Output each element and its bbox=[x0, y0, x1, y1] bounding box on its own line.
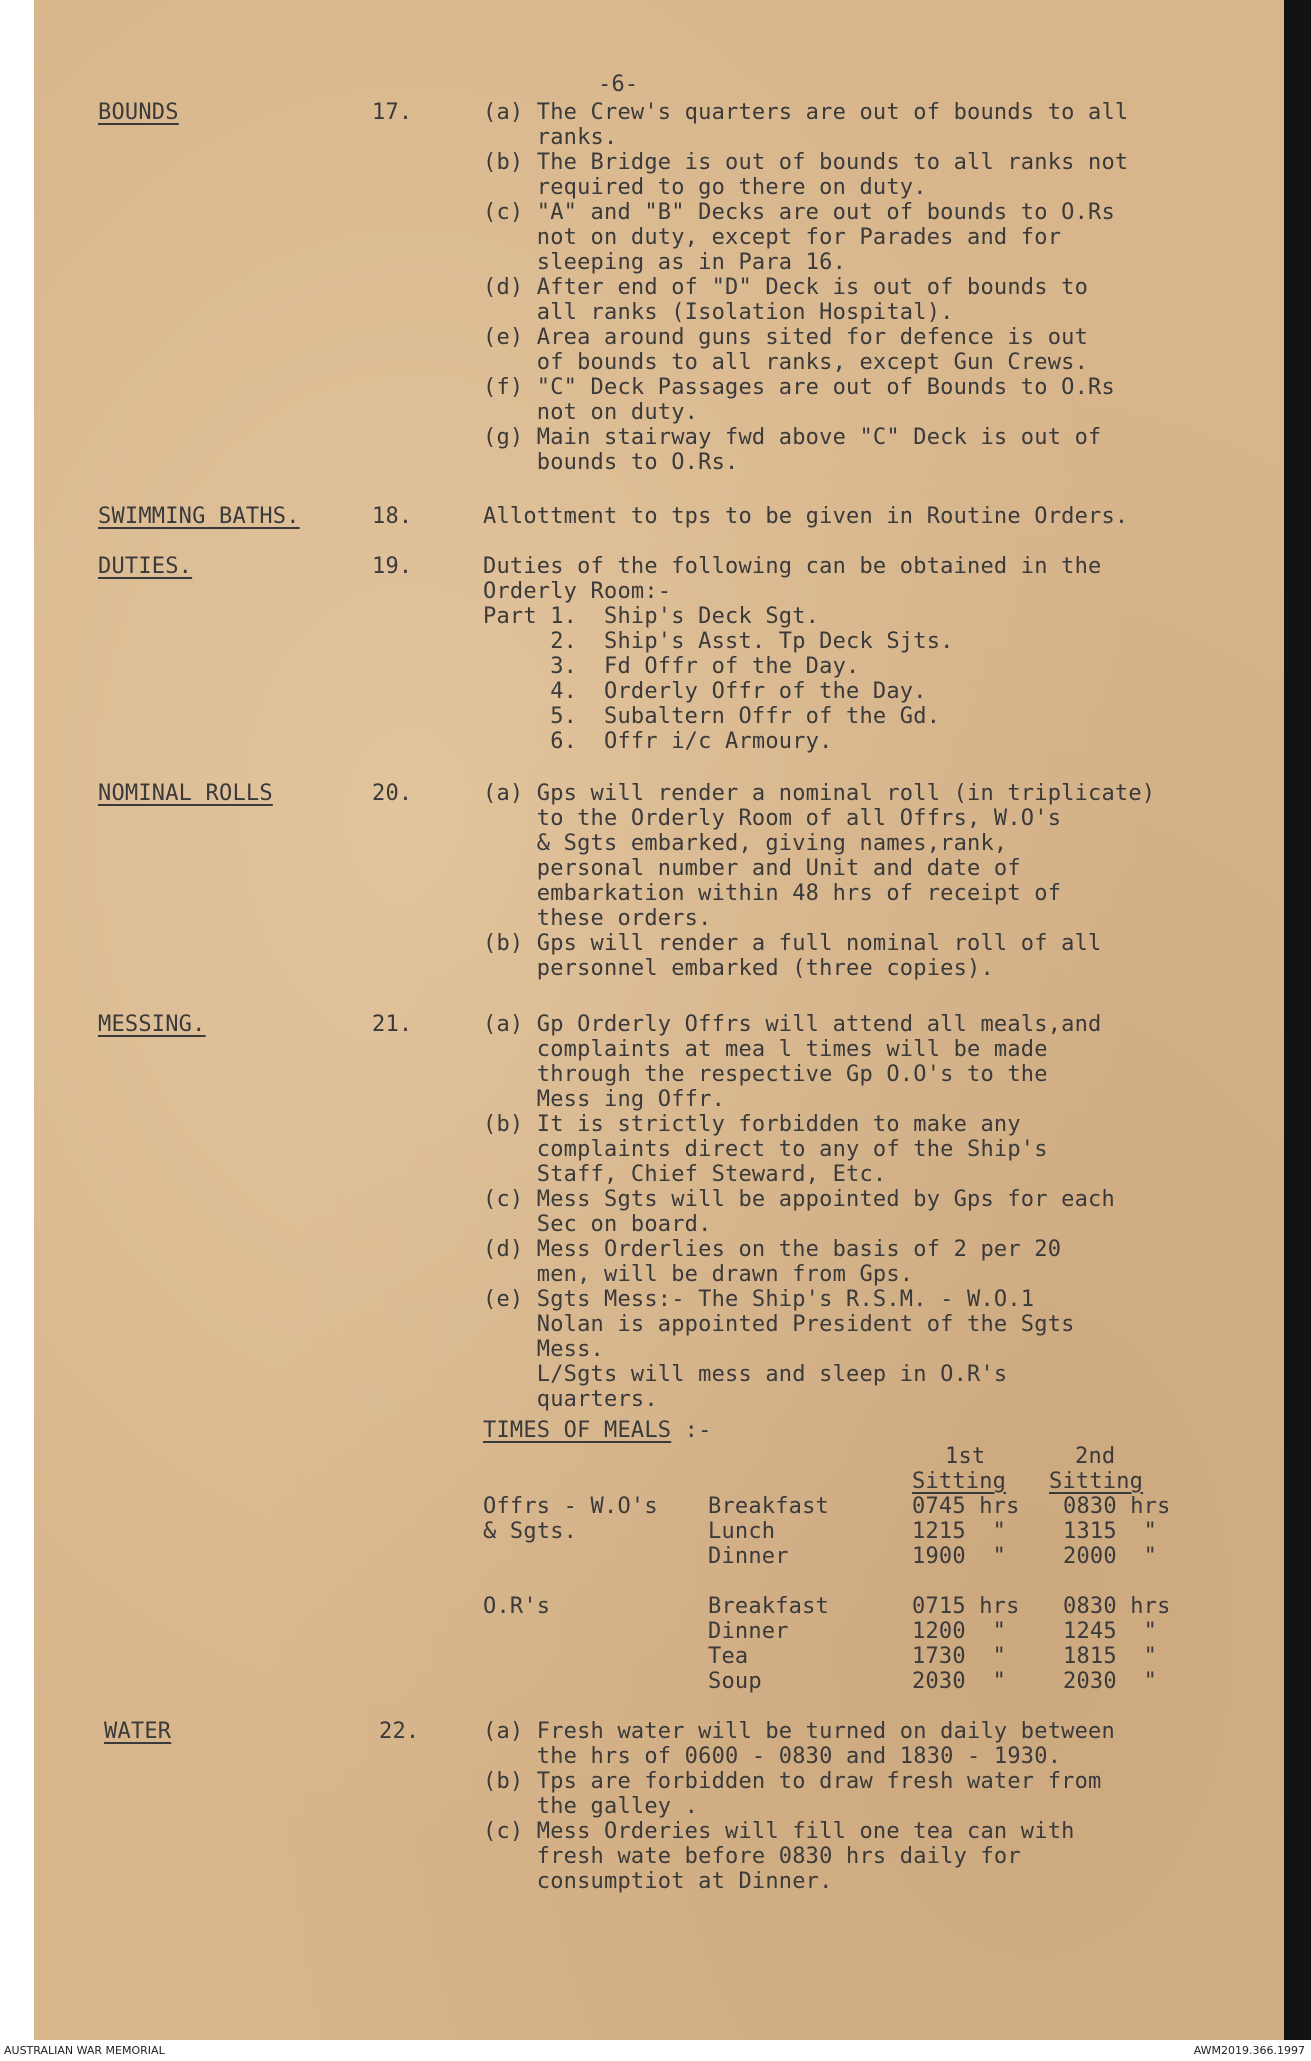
meal-name: Lunch bbox=[708, 1519, 776, 1544]
meal-first-sitting: 1730 " bbox=[912, 1644, 1007, 1669]
meals-title-row bbox=[483, 1418, 712, 1443]
section-line: (b) Gps will render a full nominal roll of all bbox=[483, 931, 1102, 956]
meal-second-sitting: 2000 " bbox=[1063, 1544, 1158, 1569]
section-line: all ranks (Isolation Hospital). bbox=[483, 300, 954, 325]
section-line: (e) Sgts Mess:- The Ship's R.S.M. - W.O.1 bbox=[483, 1287, 1035, 1312]
section-line: complaints at mea l times will be made bbox=[483, 1037, 1048, 1062]
meal-name: Breakfast bbox=[708, 1494, 830, 1519]
col-header-second-bottom: Sitting bbox=[1049, 1469, 1144, 1494]
section-line: (a) Gps will render a nominal roll (in triplicate) bbox=[483, 781, 1156, 806]
page-number: -6- bbox=[598, 72, 639, 97]
section-line: personnel embarked (three copies). bbox=[483, 956, 994, 981]
meal-name: Dinner bbox=[708, 1544, 789, 1569]
section-line: (d) Mess Orderlies on the basis of 2 per 20 bbox=[483, 1237, 1062, 1262]
section-line: (c) "A" and "B" Decks are out of bounds to O.Rs bbox=[483, 200, 1115, 225]
col-header-second-top: 2nd bbox=[1075, 1444, 1116, 1469]
meal-group-label: Offrs - W.O's bbox=[483, 1494, 658, 1519]
meal-name: Tea bbox=[708, 1644, 749, 1669]
section-number-21: 21. bbox=[372, 1012, 413, 1037]
section-line: (b) The Bridge is out of bounds to all ranks not bbox=[483, 150, 1129, 175]
meal-second-sitting: 0830 hrs bbox=[1063, 1494, 1171, 1519]
section-line: & Sgts embarked, giving names,rank, bbox=[483, 831, 1008, 856]
section-heading-messing: MESSING. bbox=[98, 1012, 206, 1037]
section-number-20: 20. bbox=[372, 781, 413, 806]
section-line: 3. Fd Offr of the Day. bbox=[483, 654, 860, 679]
section-line: Nolan is appointed President of the Sgts bbox=[483, 1312, 1075, 1337]
section-line: (a) Gp Orderly Offrs will attend all meals,and bbox=[483, 1012, 1102, 1037]
section-line: (a) Fresh water will be turned on daily between bbox=[483, 1719, 1115, 1744]
scan-edge bbox=[1284, 0, 1311, 2040]
meals-title: TIMES OF MEALS bbox=[483, 1418, 672, 1443]
meal-second-sitting: 0830 hrs bbox=[1063, 1594, 1171, 1619]
section-line: these orders. bbox=[483, 906, 712, 931]
section-heading-water: WATER bbox=[104, 1719, 172, 1744]
section-heading-duties: DUTIES. bbox=[98, 554, 193, 579]
section-line: (d) After end of "D" Deck is out of bounds to bbox=[483, 275, 1089, 300]
section-line: sleeping as in Para 16. bbox=[483, 250, 847, 275]
section-line: (c) Mess Sgts will be appointed by Gps for each bbox=[483, 1187, 1115, 1212]
archive-reference: AWM2019.366.1997 bbox=[1193, 2044, 1305, 2057]
section-line: 4. Orderly Offr of the Day. bbox=[483, 679, 927, 704]
section-line: of bounds to all ranks, except Gun Crews. bbox=[483, 350, 1089, 375]
section-line: through the respective Gp O.O's to the bbox=[483, 1062, 1048, 1087]
meal-name: Breakfast bbox=[708, 1594, 830, 1619]
section-heading-swimming-baths: SWIMMING BATHS. bbox=[98, 504, 300, 529]
section-line: quarters. bbox=[483, 1387, 658, 1412]
section-line: Orderly Room:- bbox=[483, 579, 672, 604]
section-number-17: 17. bbox=[372, 100, 413, 125]
col-header-first-top: 1st bbox=[945, 1444, 986, 1469]
meal-first-sitting: 1900 " bbox=[912, 1544, 1007, 1569]
meal-first-sitting: 0715 hrs bbox=[912, 1594, 1020, 1619]
section-line: to the Orderly Room of all Offrs, W.O's bbox=[483, 806, 1062, 831]
meal-first-sitting: 1215 " bbox=[912, 1519, 1007, 1544]
archive-credit: AUSTRALIAN WAR MEMORIAL bbox=[4, 2044, 165, 2057]
section-line: (b) Tps are forbidden to draw fresh water from bbox=[483, 1769, 1102, 1794]
meal-second-sitting: 1815 " bbox=[1063, 1644, 1158, 1669]
section-line: Mess ing Offr. bbox=[483, 1087, 726, 1112]
section-line: men, will be drawn from Gps. bbox=[483, 1262, 914, 1287]
section-line: personal number and Unit and date of bbox=[483, 856, 1021, 881]
section-line: ranks. bbox=[483, 125, 618, 150]
meal-second-sitting: 2030 " bbox=[1063, 1669, 1158, 1694]
section-line: 5. Subaltern Offr of the Gd. bbox=[483, 704, 941, 729]
section-line: Sec on board. bbox=[483, 1212, 712, 1237]
meal-group-label: & Sgts. bbox=[483, 1519, 578, 1544]
section-number-22: 22. bbox=[379, 1719, 420, 1744]
section-line: Allottment to tps to be given in Routine Orders. bbox=[483, 504, 1129, 529]
section-line: 6. Offr i/c Armoury. bbox=[483, 729, 833, 754]
section-line: (a) The Crew's quarters are out of bounds to all bbox=[483, 100, 1129, 125]
section-line: bounds to O.Rs. bbox=[483, 450, 739, 475]
section-line: (e) Area around guns sited for defence is out bbox=[483, 325, 1089, 350]
section-line: fresh wate before 0830 hrs daily for bbox=[483, 1844, 1021, 1869]
section-number-18: 18. bbox=[372, 504, 413, 529]
section-line: L/Sgts will mess and sleep in O.R's bbox=[483, 1362, 1008, 1387]
meal-second-sitting: 1245 " bbox=[1063, 1619, 1158, 1644]
col-header-first-bottom: Sitting bbox=[912, 1469, 1007, 1494]
meal-first-sitting: 0745 hrs bbox=[912, 1494, 1020, 1519]
meal-second-sitting: 1315 " bbox=[1063, 1519, 1158, 1544]
section-line: (c) Mess Orderies will fill one tea can with bbox=[483, 1819, 1075, 1844]
meal-first-sitting: 1200 " bbox=[912, 1619, 1007, 1644]
section-line: Staff, Chief Steward, Etc. bbox=[483, 1162, 887, 1187]
section-heading-nominal-rolls: NOMINAL ROLLS bbox=[98, 781, 273, 806]
section-line: not on duty. bbox=[483, 400, 699, 425]
section-line: 2. Ship's Asst. Tp Deck Sjts. bbox=[483, 629, 954, 654]
section-line: Duties of the following can be obtained in the bbox=[483, 554, 1102, 579]
footer-strip bbox=[0, 2040, 1311, 2061]
meal-first-sitting: 2030 " bbox=[912, 1669, 1007, 1694]
section-line: (g) Main stairway fwd above "C" Deck is out of bbox=[483, 425, 1102, 450]
section-line: (f) "C" Deck Passages are out of Bounds to O.Rs bbox=[483, 375, 1115, 400]
section-number-19: 19. bbox=[372, 554, 413, 579]
section-heading-bounds: BOUNDS bbox=[98, 100, 179, 125]
section-line: Mess. bbox=[483, 1337, 605, 1362]
section-line: the hrs of 0600 - 0830 and 1830 - 1930. bbox=[483, 1744, 1062, 1769]
section-line: the galley . bbox=[483, 1794, 699, 1819]
section-line: Part 1. Ship's Deck Sgt. bbox=[483, 604, 820, 629]
section-line: embarkation within 48 hrs of receipt of bbox=[483, 881, 1062, 906]
meals-title-suffix: :- bbox=[671, 1418, 712, 1443]
section-line: consumptiot at Dinner. bbox=[483, 1869, 833, 1894]
section-line: required to go there on duty. bbox=[483, 175, 927, 200]
meal-group-label: O.R's bbox=[483, 1594, 551, 1619]
section-line: not on duty, except for Parades and for bbox=[483, 225, 1062, 250]
meal-name: Soup bbox=[708, 1669, 762, 1694]
section-line: complaints direct to any of the Ship's bbox=[483, 1137, 1048, 1162]
section-line: (b) It is strictly forbidden to make any bbox=[483, 1112, 1021, 1137]
meal-name: Dinner bbox=[708, 1619, 789, 1644]
